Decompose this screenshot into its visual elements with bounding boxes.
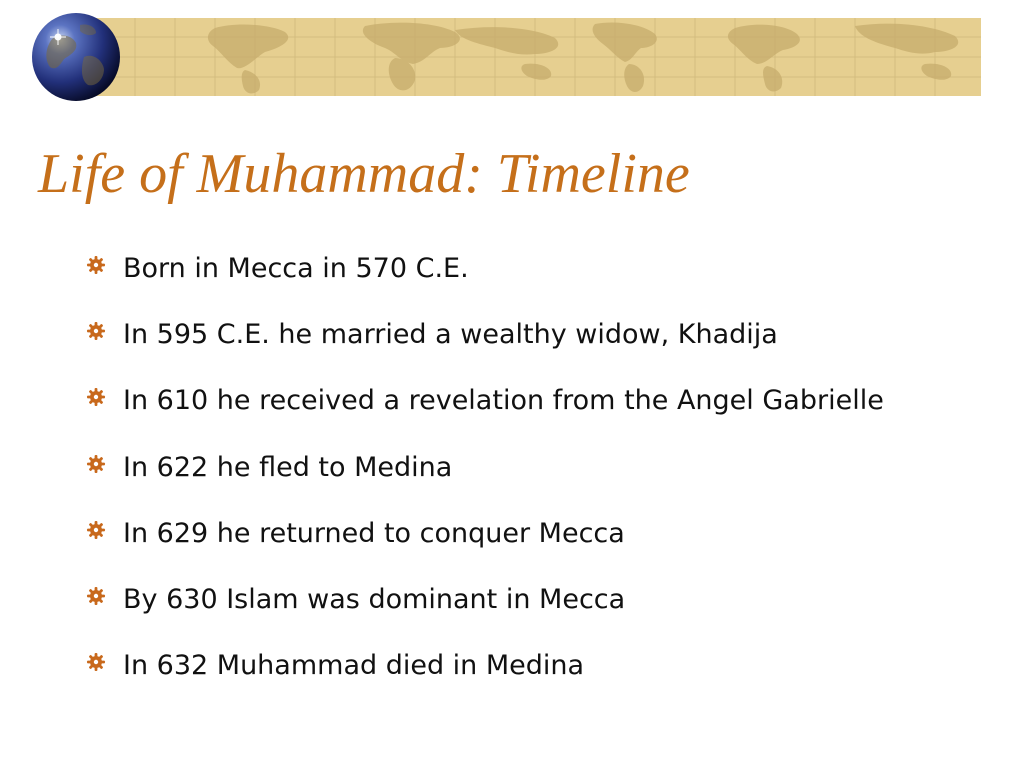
- gear-bullet-icon: [86, 387, 106, 407]
- bullet-text: In 629 he returned to conquer Mecca: [123, 517, 625, 549]
- bullet-text: In 595 C.E. he married a wealthy widow, Khadija: [123, 319, 778, 351]
- world-map-banner: [95, 18, 981, 96]
- bullet-text: In 610 he received a revelation from the Angel Gabrielle: [123, 385, 884, 417]
- gear-bullet-icon: [86, 652, 106, 672]
- bullet-text: In 622 he fled to Medina: [123, 451, 453, 483]
- globe-icon: [30, 11, 122, 103]
- gear-bullet-icon: [86, 321, 106, 341]
- bullet-text: In 632 Muhammad died in Medina: [123, 650, 585, 682]
- gear-bullet-icon: [86, 520, 106, 540]
- bullet-text: By 630 Islam was dominant in Mecca: [123, 583, 626, 615]
- bullet-text: Born in Mecca in 570 C.E.: [123, 253, 469, 284]
- gear-bullet-icon: [86, 586, 106, 606]
- gear-bullet-icon: [86, 255, 106, 275]
- slide-title: Life of Muhammad: Timeline: [38, 143, 690, 205]
- gear-bullet-icon: [86, 454, 106, 474]
